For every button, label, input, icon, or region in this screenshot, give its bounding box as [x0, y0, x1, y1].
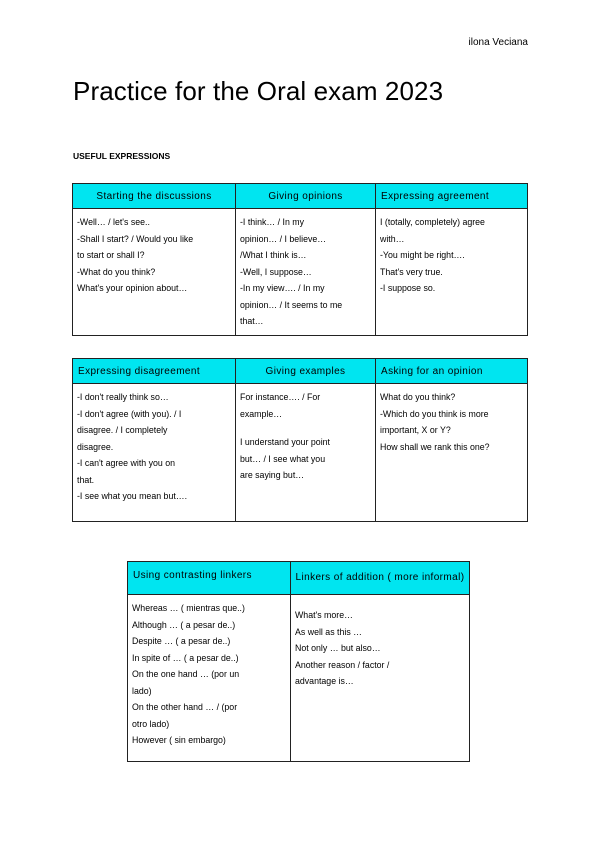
expression-line: -Well… / let's see.. [77, 217, 150, 227]
cell-starting-discussions [73, 209, 236, 336]
expression-line: -Shall I start? / Would you like [77, 233, 194, 244]
table-row [73, 384, 528, 522]
expression-line: -I suppose so. [380, 283, 436, 293]
linker-line: Despite … ( a pesar de..) [132, 636, 231, 646]
table-row [128, 595, 470, 762]
linker-line: otro lado) [132, 718, 170, 729]
expression-line: -I see what you mean but…. [77, 491, 188, 501]
table-header-row [73, 359, 528, 384]
header-asking-opinion: Asking for an opinion [376, 359, 528, 384]
cell-asking-opinion [376, 384, 528, 522]
header-starting-discussions: Starting the discussions [73, 184, 236, 209]
table-row [73, 209, 528, 336]
expression-line: important, X or Y? [380, 425, 451, 435]
expression-line: that… [240, 316, 264, 326]
header-addition-linkers: Linkers of addition ( more informal) [291, 562, 470, 595]
table-header-row [73, 184, 528, 209]
header-giving-opinions: Giving opinions [236, 184, 376, 209]
linkers-table [127, 561, 470, 762]
linker-line: As well as this … [295, 626, 362, 637]
expression-line: I understand your point [240, 437, 330, 447]
expression-line: How shall we rank this one? [380, 441, 490, 452]
expression-line: That's very true. [380, 266, 443, 277]
expression-line: -I think… / In my [240, 217, 305, 227]
expression-line: -Well, I suppose… [240, 266, 312, 277]
linker-line: Not only … but also… [295, 643, 381, 653]
cell-contrasting-linkers [128, 595, 291, 762]
expression-line: -In my view…. / In my [240, 283, 325, 293]
expression-line: I (totally, completely) agree [380, 217, 485, 227]
author-name: ilona Veciana [468, 37, 528, 48]
linker-line: On the one hand … (por un [132, 669, 240, 679]
expression-line: What do you think? [380, 392, 456, 402]
page-title: Practice for the Oral exam 2023 [73, 76, 444, 106]
spacer [240, 422, 371, 434]
header-giving-examples: Giving examples [236, 359, 376, 384]
cell-expressing-agreement [376, 209, 528, 336]
section-heading: USEFUL EXPRESSIONS [73, 151, 171, 161]
expression-line: -What do you think? [77, 266, 156, 277]
expression-line: but… / I see what you [240, 453, 326, 464]
linker-line: However ( sin embargo) [132, 735, 226, 745]
cell-giving-examples [236, 384, 376, 522]
linker-line: lado) [132, 685, 152, 696]
linker-line: What's more… [295, 610, 353, 620]
linker-line: In spite of … ( a pesar de..) [132, 652, 239, 663]
linker-line: advantage is… [295, 676, 354, 686]
linker-line: Although … ( a pesar de..) [132, 619, 236, 630]
expression-line: -I don't agree (with you). / I [77, 408, 182, 419]
expressions-table-1 [72, 183, 528, 336]
expression-line: to start or shall I? [77, 250, 145, 260]
expressions-table-2 [72, 358, 528, 522]
cell-addition-linkers [291, 595, 470, 762]
expression-line: -I don't really think so… [77, 392, 169, 402]
expression-line: that. [77, 474, 95, 485]
expression-line: example… [240, 408, 283, 419]
expression-line: /What I think is… [240, 250, 307, 260]
header-expressing-agreement: Expressing agreement [376, 184, 528, 209]
table-header-row [128, 562, 470, 595]
linker-line: Whereas … ( mientras que..) [132, 603, 245, 613]
expression-line: What's your opinion about… [77, 283, 188, 293]
expression-line: -Which do you think is more [380, 408, 489, 419]
header-expressing-disagreement: Expressing disagreement [73, 359, 236, 384]
expression-line: For instance…. / For [240, 392, 321, 402]
expression-line: with… [380, 233, 405, 244]
expression-line: opinion… / It seems to me [240, 299, 343, 310]
linker-line: Another reason / factor / [295, 659, 390, 670]
expression-line: disagree. [77, 441, 114, 452]
header-contrasting-linkers: Using contrasting linkers [128, 562, 291, 595]
expression-line: opinion… / I believe… [240, 233, 327, 244]
cell-expressing-disagreement [73, 384, 236, 522]
expression-line: -I can't agree with you on [77, 458, 176, 468]
expression-line: are saying but… [240, 470, 305, 480]
cell-giving-opinions [236, 209, 376, 336]
linker-line: On the other hand … / (por [132, 702, 238, 712]
expression-line: disagree. / I completely [77, 425, 168, 435]
expression-line: -You might be right…. [380, 250, 465, 260]
